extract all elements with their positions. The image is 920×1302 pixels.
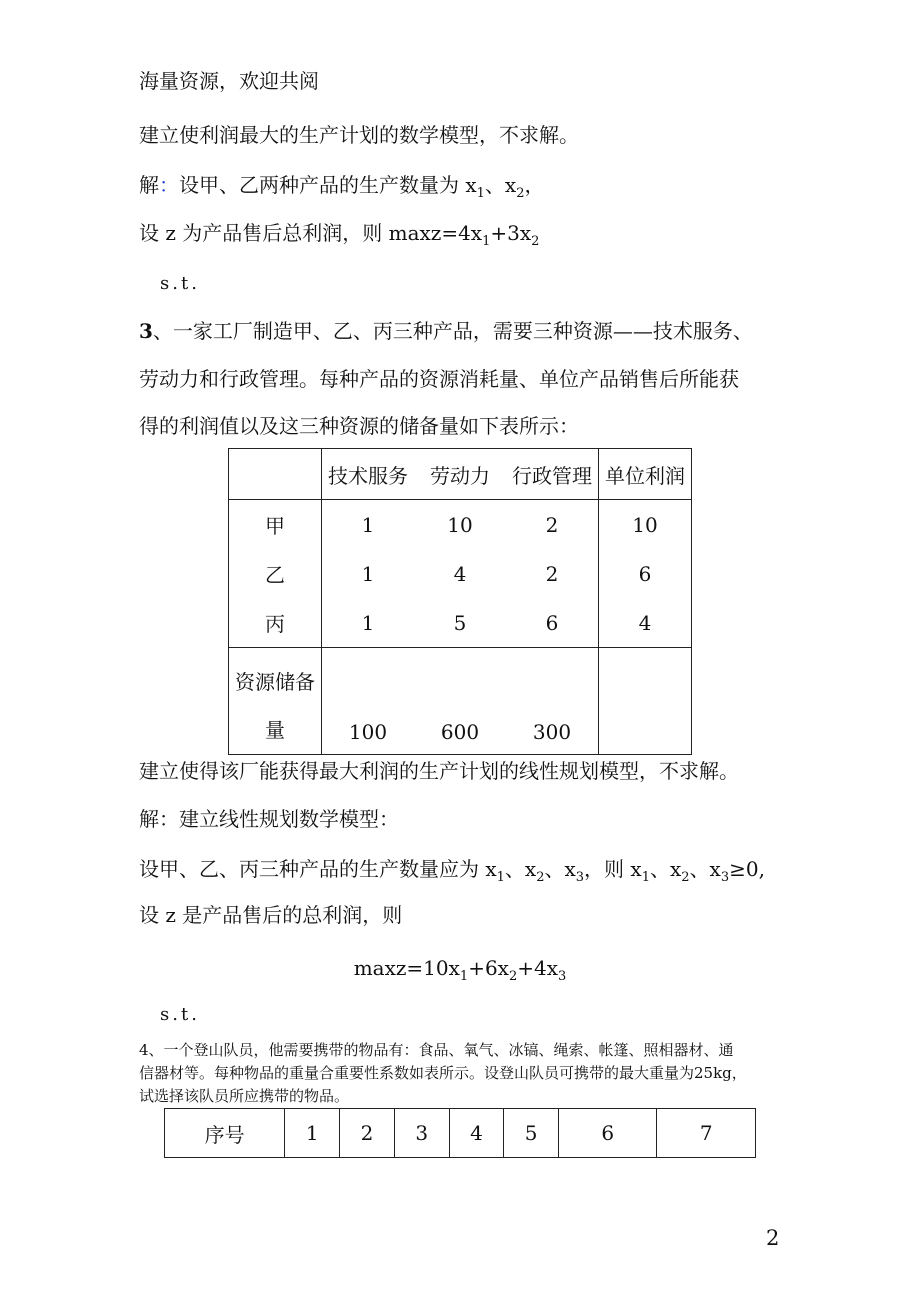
reserve-cell: 300	[506, 648, 599, 755]
resource-table	[228, 448, 692, 755]
q4-line3: 试选择该队员所应携带的物品。	[139, 1087, 350, 1105]
text-run: +6x	[468, 956, 509, 980]
table-header-cell: 技术服务	[322, 449, 415, 500]
subscript: 2	[536, 870, 545, 885]
table-cell: 4	[453, 561, 467, 586]
table-cell: 4	[449, 1109, 504, 1158]
reserve-label: 资源储备	[235, 670, 315, 694]
solution-label: 解	[139, 173, 159, 197]
items-table	[164, 1108, 756, 1158]
q2-tail: ，	[524, 173, 545, 197]
table-cell: 10	[599, 500, 692, 550]
q3-line1	[139, 318, 753, 344]
text-run: 、x	[649, 857, 682, 881]
table-cell: 5	[504, 1109, 559, 1158]
subscript: 2	[681, 870, 690, 885]
q3-line1-text: 、一家工厂制造甲、乙、丙三种产品，需要三种资源——技术服务、	[152, 319, 753, 343]
table-cell: 乙	[229, 549, 322, 598]
text-run: 、x	[544, 857, 576, 881]
q2-st: s.t.	[160, 273, 200, 294]
table-cell: 4	[599, 598, 692, 648]
table-cell: 6	[559, 1109, 657, 1158]
table-header-cell: 行政管理	[506, 449, 599, 500]
q3-variables-line	[139, 856, 765, 891]
subscript: 3	[720, 870, 730, 885]
table-row	[229, 598, 692, 648]
subscript: 1	[459, 969, 469, 984]
reserve-cell: 600	[414, 648, 506, 755]
q2-objective-line	[139, 220, 539, 255]
reserve-row	[229, 648, 692, 755]
table-cell: 1	[285, 1109, 340, 1158]
subscript: 1	[496, 870, 505, 885]
text-run: 、x	[689, 857, 721, 881]
q3-line3: 得的利润值以及这三种资源的储备量如下表所示：	[139, 414, 579, 438]
q2-solution-text: 设甲、乙两种产品的生产数量为 x	[179, 173, 477, 197]
subscript: 1	[482, 234, 491, 249]
table-header-cell: 劳动力	[414, 449, 506, 500]
table-cell: 5	[414, 598, 506, 648]
reserve-cell	[599, 648, 692, 755]
table-cell: 6	[506, 598, 599, 648]
table-cell: 3	[394, 1109, 449, 1158]
q2-task: 建立使利润最大的生产计划的数学模型，不求解。	[139, 123, 579, 147]
subscript: 3	[575, 870, 585, 885]
reserve-label: 量	[265, 718, 285, 742]
page-number: 2	[766, 1226, 780, 1250]
table-header-cell	[229, 449, 322, 500]
text-run: +4x	[517, 956, 558, 980]
text-run: 、x	[504, 857, 537, 881]
subscript: 2	[508, 969, 518, 984]
q2-solution-line	[139, 172, 544, 207]
subscript: 3	[558, 969, 567, 984]
table-cell: 10	[414, 500, 506, 550]
q2-objective-mid: +3x	[490, 221, 532, 245]
table-header-row	[229, 449, 692, 500]
table-cell: 1	[322, 598, 415, 648]
subscript: 2	[516, 186, 525, 201]
subscript: 2	[531, 234, 540, 249]
question-number: 3	[139, 319, 153, 343]
table-cell: 2	[340, 1109, 395, 1158]
q3-line2: 劳动力和行政管理。每种产品的资源消耗量、单位产品销售后所能获	[139, 367, 739, 391]
text-run: ，则 x	[584, 857, 642, 881]
q4-line1: 4、一个登山队员，他需要携带的物品有：食品、氧气、冰镐、绳索、帐篷、照相器材、通	[139, 1041, 734, 1059]
q3-solution: 解：建立线性规划数学模型：	[139, 807, 399, 831]
table-cell: 2	[506, 549, 599, 598]
table-row	[165, 1109, 756, 1158]
table-cell: 序号	[165, 1109, 285, 1158]
subscript: 1	[476, 186, 485, 201]
text-run: ≥0,	[729, 857, 765, 881]
q3-objective	[0, 956, 920, 984]
page-header: 海量资源，欢迎共阅	[139, 69, 319, 93]
table-row	[229, 500, 692, 550]
q4-line2: 信器材等。每种物品的重量合重要性系数如表所示。设登山队员可携带的最大重量为25kg，	[139, 1064, 747, 1082]
table-row	[229, 549, 692, 598]
table-cell: 甲	[229, 500, 322, 550]
table-cell: 1	[322, 549, 415, 598]
table-cell: 1	[322, 500, 415, 550]
reserve-label-cell	[229, 648, 322, 755]
subscript: 1	[641, 870, 650, 885]
table-cell: 6	[599, 549, 692, 598]
table-header-cell: 单位利润	[599, 449, 692, 500]
q2-objective-text: 设 z 为产品售后总利润，则 maxz=4x	[139, 221, 483, 245]
text-run: maxz=10x	[353, 956, 460, 980]
q3-st: s.t.	[160, 1004, 200, 1025]
q2-separator: 、x	[484, 173, 517, 197]
q3-z-line: 设 z 是产品售后的总利润，则	[139, 903, 403, 927]
reserve-cell: 100	[322, 648, 415, 755]
table-cell: 丙	[229, 598, 322, 648]
solution-colon: ：	[159, 173, 179, 197]
table-cell: 7	[657, 1109, 756, 1158]
table-cell: 2	[506, 500, 599, 550]
q3-task: 建立使得该厂能获得最大利润的生产计划的线性规划模型，不求解。	[139, 759, 739, 783]
text-run: 设甲、乙、丙三种产品的生产数量应为 x	[139, 857, 497, 881]
